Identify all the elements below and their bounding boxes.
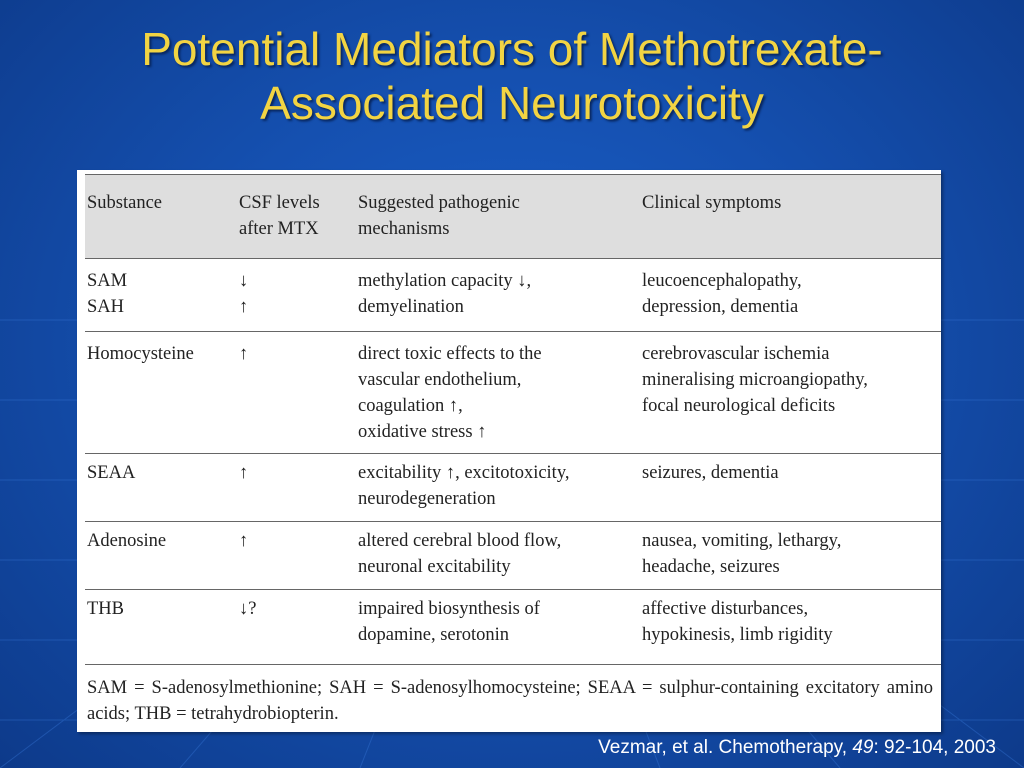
mechanism-text: dopamine, serotonin bbox=[358, 625, 510, 645]
symptom-text: mineralising microangiopathy, bbox=[642, 370, 868, 390]
header-csf-levels bbox=[239, 190, 320, 242]
row-divider bbox=[85, 453, 941, 454]
header-substance bbox=[87, 190, 162, 216]
table-cell-mechanism bbox=[358, 341, 542, 445]
table-cell-substance bbox=[87, 460, 135, 486]
mechanism-text: demyelination bbox=[358, 297, 464, 317]
csf-level-text: ↑ bbox=[239, 297, 249, 317]
header-csf-levels-line: CSF levels bbox=[239, 193, 320, 213]
row-divider bbox=[85, 521, 941, 522]
csf-level-text: ↑ bbox=[239, 463, 249, 483]
mechanism-text: altered cerebral blood flow, bbox=[358, 531, 562, 551]
table-cell-substance bbox=[87, 268, 127, 320]
substance-text: Homocysteine bbox=[87, 344, 194, 364]
header-clinical-symptoms-line: Clinical symptoms bbox=[642, 193, 782, 213]
table-cell-substance bbox=[87, 341, 194, 367]
symptom-text: depression, dementia bbox=[642, 297, 799, 317]
table-cell-symptom bbox=[642, 596, 833, 648]
mechanism-text: excitability ↑, excitotoxicity, bbox=[358, 463, 570, 483]
csf-level-text: ↓? bbox=[239, 599, 257, 619]
table-cell-symptom bbox=[642, 460, 779, 486]
table-cell-substance bbox=[87, 528, 166, 554]
header-mechanisms-line: mechanisms bbox=[358, 219, 450, 239]
table-footnote: SAM = S-adenosylmethionine; SAH = S-adenosylhomocysteine; SEAA = sulphur-containing excitatory amino acids; THB = tetrahydrobiopterin. bbox=[87, 678, 933, 724]
table-cell-csf-level bbox=[239, 460, 248, 486]
symptom-text: cerebrovascular ischemia bbox=[642, 344, 830, 364]
citation-volume: 49 bbox=[852, 737, 874, 758]
citation bbox=[598, 734, 996, 762]
symptom-text: headache, seizures bbox=[642, 557, 780, 577]
substance-text: SAH bbox=[87, 297, 125, 317]
slide-title-line-1: Potential Mediators of Methotrexate- bbox=[141, 23, 883, 75]
mechanism-text: neurodegeneration bbox=[358, 489, 496, 509]
header-csf-levels-line: after MTX bbox=[239, 219, 319, 239]
row-divider bbox=[85, 331, 941, 332]
mechanism-text: oxidative stress ↑ bbox=[358, 422, 487, 442]
table-cell-symptom bbox=[642, 341, 868, 419]
header-mechanisms-line: Suggested pathogenic bbox=[358, 193, 520, 213]
symptom-text: affective disturbances, bbox=[642, 599, 809, 619]
table-cell-mechanism bbox=[358, 528, 561, 580]
substance-text: SAM bbox=[87, 271, 128, 291]
csf-level-text: ↓ bbox=[239, 271, 249, 291]
table-cell-mechanism bbox=[358, 596, 540, 648]
table-bottom-rule bbox=[85, 664, 941, 665]
csf-level-text: ↑ bbox=[239, 531, 249, 551]
mechanism-text: methylation capacity ↓, bbox=[358, 271, 532, 291]
mechanism-text: neuronal excitability bbox=[358, 557, 511, 577]
symptom-text: seizures, dementia bbox=[642, 463, 779, 483]
header-mechanisms bbox=[358, 190, 520, 242]
table-cell-substance bbox=[87, 596, 124, 622]
mechanism-text: direct toxic effects to the bbox=[358, 344, 542, 364]
slide-title bbox=[0, 22, 1024, 130]
citation-authors: Vezmar, et al. Chemotherapy, bbox=[598, 737, 853, 758]
table-cell-symptom bbox=[642, 268, 802, 320]
table-cell-mechanism bbox=[358, 268, 531, 320]
mechanism-text: impaired biosynthesis of bbox=[358, 599, 540, 619]
substance-text: Adenosine bbox=[87, 531, 167, 551]
table-cell-csf-level bbox=[239, 528, 248, 554]
table-header-rule bbox=[85, 258, 941, 259]
symptom-text: nausea, vomiting, lethargy, bbox=[642, 531, 842, 551]
symptom-text: hypokinesis, limb rigidity bbox=[642, 625, 833, 645]
table-cell-symptom bbox=[642, 528, 841, 580]
table-cell-csf-level bbox=[239, 341, 248, 367]
symptom-text: leucoencephalopathy, bbox=[642, 271, 802, 291]
mechanism-text: coagulation ↑, bbox=[358, 396, 463, 416]
csf-level-text: ↑ bbox=[239, 344, 249, 364]
substance-text: THB bbox=[87, 599, 124, 619]
header-substance-line: Substance bbox=[87, 193, 163, 213]
mechanism-text: vascular endothelium, bbox=[358, 370, 522, 390]
substance-text: SEAA bbox=[87, 463, 136, 483]
table-top-rule bbox=[85, 174, 941, 175]
table-cell-mechanism bbox=[358, 460, 570, 512]
header-clinical-symptoms bbox=[642, 190, 781, 216]
row-divider bbox=[85, 589, 941, 590]
slide-title-line-2: Associated Neurotoxicity bbox=[260, 77, 764, 129]
symptom-text: focal neurological deficits bbox=[642, 396, 836, 416]
table-panel bbox=[77, 170, 941, 732]
table-cell-csf-level bbox=[239, 596, 256, 622]
table-cell-csf-level bbox=[239, 268, 248, 320]
citation-pages: : 92-104, 2003 bbox=[873, 737, 996, 758]
